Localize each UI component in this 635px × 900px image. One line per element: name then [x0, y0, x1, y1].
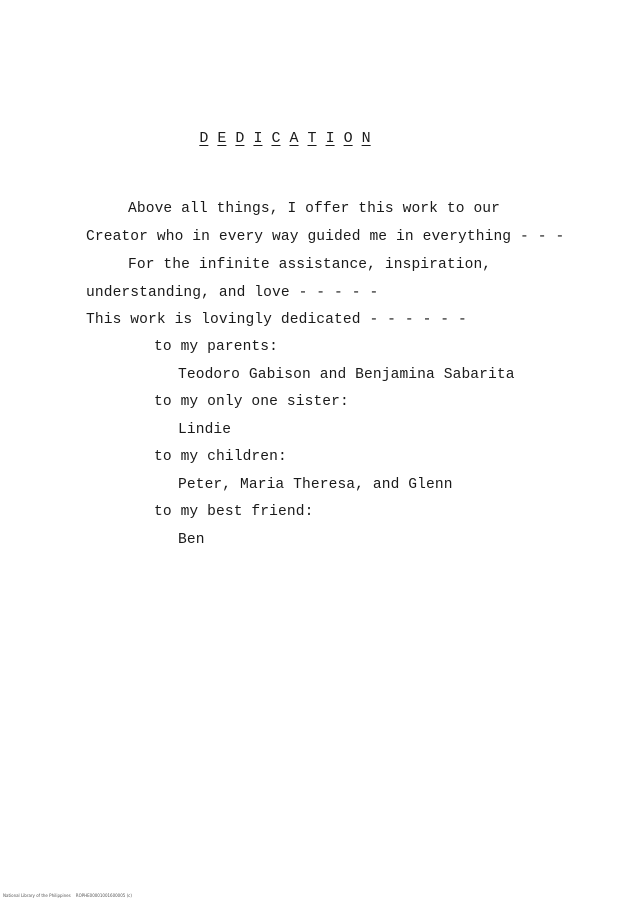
dedication-label-parents: to my parents: — [154, 339, 279, 355]
title-letter: A — [289, 130, 299, 147]
title-letter: T — [307, 130, 317, 147]
dedication-names-parents: Teodoro Gabison and Benjamina Sabarita — [178, 367, 515, 383]
title-letter: N — [361, 130, 371, 147]
dedication-label-children: to my children: — [154, 449, 287, 465]
dedication-names-friend: Ben — [178, 532, 205, 548]
paragraph-3-line-1: This work is lovingly dedicated - - - - - - — [86, 312, 467, 328]
title-letter: O — [343, 130, 353, 147]
dedication-label-friend: to my best friend: — [154, 504, 314, 520]
dedication-names-children: Peter, Maria Theresa, and Glenn — [178, 477, 453, 493]
paragraph-1-line-1: Above all things, I offer this work to our — [128, 201, 501, 217]
paragraph-2-line-1: For the infinite assistance, inspiration, — [128, 257, 492, 273]
dedication-names-sister: Lindie — [178, 422, 232, 438]
title-letter: I — [325, 130, 335, 147]
page-title — [0, 130, 570, 148]
paragraph-1-line-2: Creator who in every way guided me in everything - - - — [86, 229, 565, 245]
paragraph-2-line-2: understanding, and love - - - - - — [86, 285, 379, 301]
footer-watermark: National Library of the Philippines ROPHE00001001600005 (c) — [3, 893, 132, 898]
title-letter: D — [199, 130, 209, 147]
title-letter: E — [217, 130, 227, 147]
title-letter: C — [271, 130, 281, 147]
dedication-label-sister: to my only one sister: — [154, 394, 349, 410]
title-letter: D — [235, 130, 245, 147]
title-letter: I — [253, 130, 263, 147]
